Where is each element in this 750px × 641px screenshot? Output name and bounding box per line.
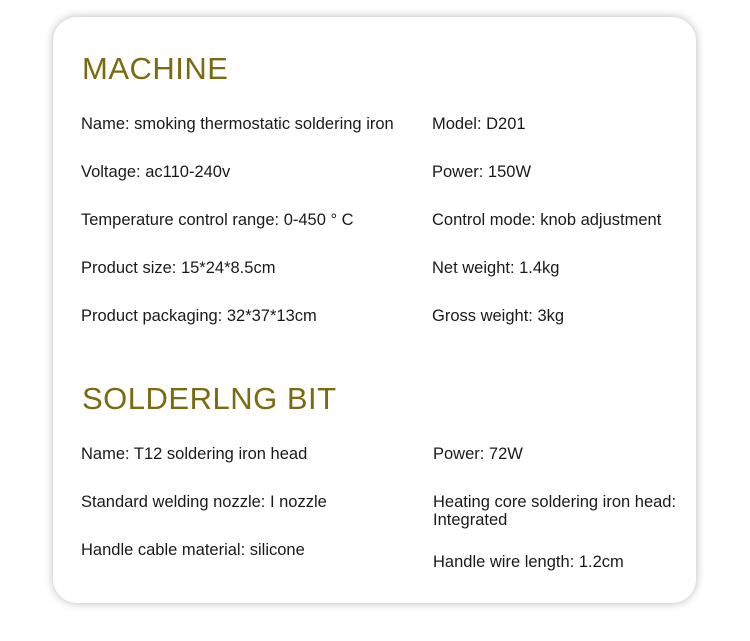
machine-voltage-spec: Voltage: ac110-240v	[81, 163, 231, 181]
bit-heating-core-spec: Heating core soldering iron head:	[433, 493, 677, 511]
machine-packaging-spec: Product packaging: 32*37*13cm	[81, 307, 317, 325]
bit-name-spec: Name: T12 soldering iron head	[81, 445, 308, 463]
machine-control-mode-spec: Control mode: knob adjustment	[432, 211, 662, 229]
bit-heating-core-value: Integrated	[433, 511, 508, 529]
spec-card	[53, 17, 696, 603]
machine-model-spec: Model: D201	[432, 115, 526, 133]
machine-section-title: MACHINE	[82, 51, 229, 86]
machine-size-spec: Product size: 15*24*8.5cm	[81, 259, 276, 277]
machine-gross-weight-spec: Gross weight: 3kg	[432, 307, 565, 325]
bit-cable-material-spec: Handle cable material: silicone	[81, 541, 305, 559]
bit-power-spec: Power: 72W	[433, 445, 523, 463]
bit-wire-length-spec: Handle wire length: 1.2cm	[433, 553, 624, 571]
bit-section-title: SOLDERLNG BIT	[82, 381, 337, 416]
machine-temperature-spec: Temperature control range: 0-450 ° C	[81, 211, 354, 229]
machine-power-spec: Power: 150W	[432, 163, 532, 181]
machine-net-weight-spec: Net weight: 1.4kg	[432, 259, 560, 277]
machine-name-spec: Name: smoking thermostatic soldering iron	[81, 115, 394, 133]
bit-nozzle-spec: Standard welding nozzle: I nozzle	[81, 493, 327, 511]
